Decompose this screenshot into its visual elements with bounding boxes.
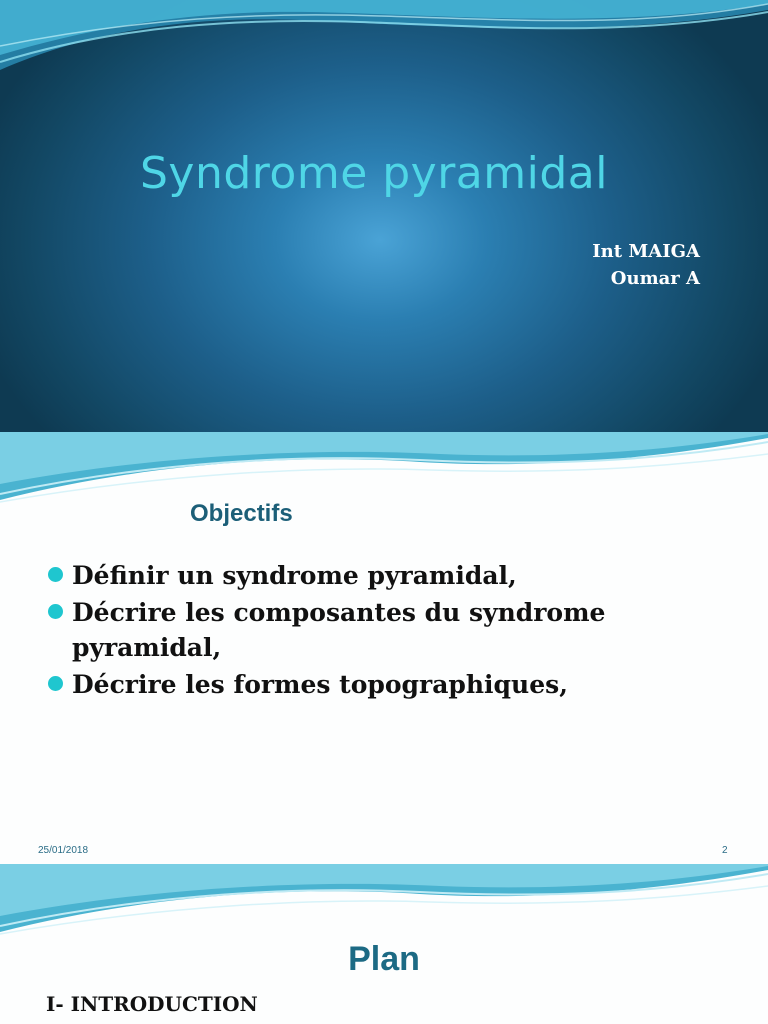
plan-slide [0,864,768,1024]
slide-date: 25/01/2018 [38,845,89,856]
objectives-slide [0,432,768,864]
author-block [592,238,700,292]
decorative-wave [0,0,768,90]
bullet-dot-icon [48,604,63,619]
objectives-list [46,558,746,704]
plan-item: I- INTRODUCTION [46,992,258,1016]
bullet-dot-icon [48,676,63,691]
slide-number: 2 [722,845,728,856]
bullet-dot-icon [48,567,63,582]
list-item [46,595,746,665]
slide-title: Syndrome pyramidal [140,148,608,199]
bullet-text: Décrire les formes topographiques, [72,670,568,699]
slide-heading: Plan [348,940,420,978]
bullet-text: Définir un syndrome pyramidal, [72,561,517,590]
decorative-wave [0,432,768,512]
author-line-2: Oumar A [610,268,700,289]
decorative-wave [0,864,768,944]
bullet-text: Décrire les composantes du syndrome pyramidal, [72,598,606,662]
list-item [46,667,746,702]
list-item [46,558,746,593]
title-slide [0,0,768,432]
author-line-1: Int MAIGA [592,241,700,262]
slide-heading: Objectifs [190,500,293,527]
